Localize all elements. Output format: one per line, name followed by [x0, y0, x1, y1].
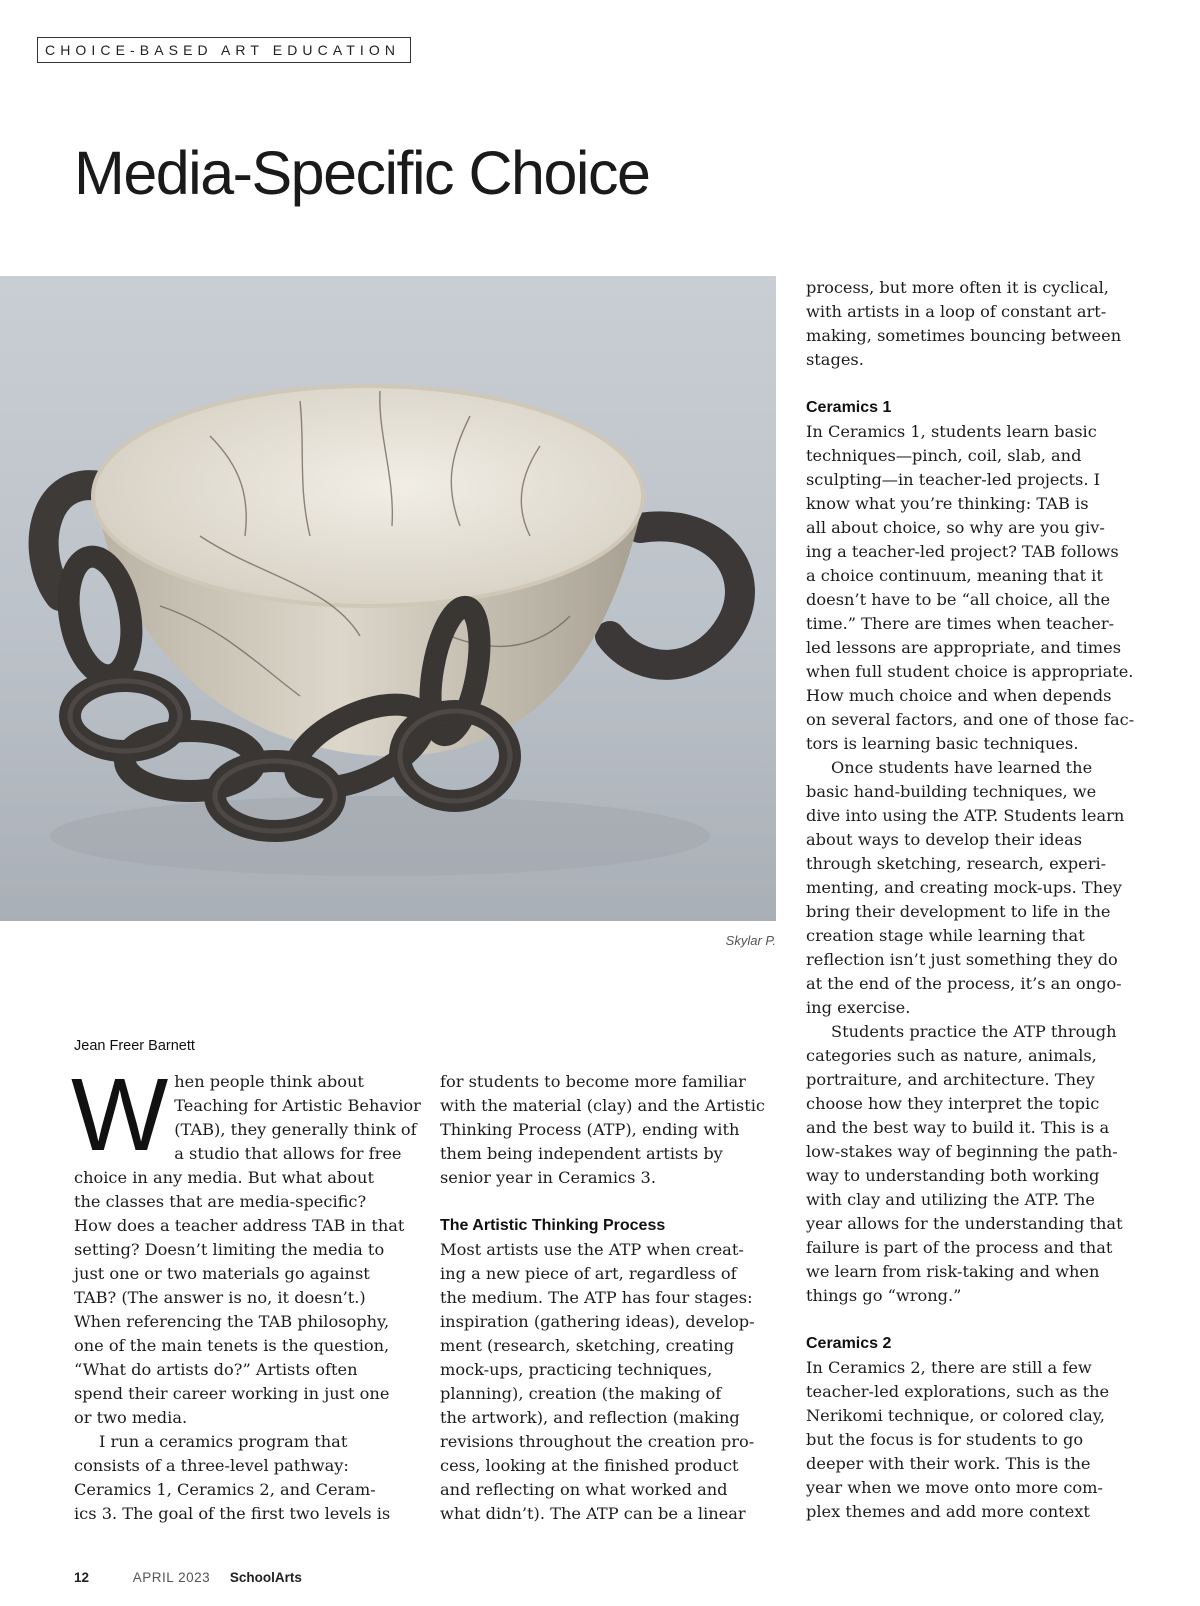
text-line: “What do artists do?” Artists often	[74, 1360, 358, 1379]
text-line: techniques—pinch, coil, slab, and	[806, 446, 1082, 465]
text-line: ing a new piece of art, regardless of	[440, 1264, 737, 1283]
text-line: senior year in Ceramics 3.	[440, 1168, 656, 1187]
text-line: them being independent artists by	[440, 1144, 723, 1163]
text-line: dive into using the ATP. Students learn	[806, 806, 1125, 825]
text-line: with clay and utilizing the ATP. The	[806, 1190, 1095, 1209]
text-line: process, but more often it is cyclical,	[806, 278, 1109, 297]
text-line: all about choice, so why are you giv-	[806, 518, 1105, 537]
text-line: know what you’re thinking: TAB is	[806, 494, 1089, 513]
text-line: In Ceramics 2, there are still a few	[806, 1358, 1092, 1377]
text-line: failure is part of the process and that	[806, 1238, 1113, 1257]
text-line: categories such as nature, animals,	[806, 1046, 1097, 1065]
text-line: tors is learning basic techniques.	[806, 734, 1079, 753]
text-line: one of the main tenets is the question,	[74, 1336, 390, 1355]
text-line: the medium. The ATP has four stages:	[440, 1288, 753, 1307]
text-line: and the best way to build it. This is a	[806, 1118, 1110, 1137]
text-line: or two media.	[74, 1408, 188, 1427]
text-line: I run a ceramics program that	[99, 1432, 348, 1451]
text-line: low-stakes way of beginning the path-	[806, 1142, 1118, 1161]
body-paragraph	[806, 1020, 1146, 1308]
text-line: Teaching for Artistic Behavior	[174, 1096, 421, 1115]
text-line: with artists in a loop of constant art-	[806, 302, 1107, 321]
article-column-2	[440, 1070, 770, 1526]
body-paragraph	[806, 420, 1146, 756]
text-line: creation stage while learning that	[806, 926, 1085, 945]
text-line: plex themes and add more context	[806, 1502, 1090, 1521]
text-line: when full student choice is appropriate.	[806, 662, 1134, 681]
text-line: portraiture, and architecture. They	[806, 1070, 1095, 1089]
text-line: mock-ups, practicing techniques,	[440, 1360, 713, 1379]
text-line: choose how they interpret the topic	[806, 1094, 1100, 1113]
text-line: (TAB), they generally think of	[174, 1120, 417, 1139]
text-line: the artwork), and reflection (making	[440, 1408, 740, 1427]
body-paragraph	[806, 1356, 1146, 1524]
text-line: year allows for the understanding that	[806, 1214, 1123, 1233]
text-line: hen people think about	[174, 1072, 364, 1091]
article-column-3	[806, 276, 1146, 1524]
text-line: what didn’t). The ATP can be a linear	[440, 1504, 746, 1523]
section-heading: Ceramics 2	[806, 1335, 892, 1352]
text-line: When referencing the TAB philosophy,	[74, 1312, 390, 1331]
text-line: spend their career working in just one	[74, 1384, 390, 1403]
body-paragraph	[74, 1430, 414, 1526]
ceramic-bowl-photo	[0, 276, 776, 921]
text-line: for students to become more familiar	[440, 1072, 746, 1091]
body-paragraph	[440, 1070, 770, 1190]
text-line: menting, and creating mock-ups. They	[806, 878, 1122, 897]
text-line: we learn from risk-taking and when	[806, 1262, 1100, 1281]
text-line: ment (research, sketching, creating	[440, 1336, 735, 1355]
text-line: bring their development to life in the	[806, 902, 1111, 921]
text-line: led lessons are appropriate, and times	[806, 638, 1122, 657]
text-line: a studio that allows for free	[174, 1144, 402, 1163]
text-line: Ceramics 1, Ceramics 2, and Ceram-	[74, 1480, 376, 1499]
text-line: ing a teacher-led project? TAB follows	[806, 542, 1119, 561]
text-line: How much choice and when depends	[806, 686, 1112, 705]
text-line: TAB? (The answer is no, it doesn’t.)	[74, 1288, 366, 1307]
text-line: about ways to develop their ideas	[806, 830, 1083, 849]
text-line: reflection isn’t just something they do	[806, 950, 1118, 969]
article-column-1	[71, 1057, 421, 1526]
text-line: year when we move onto more com-	[806, 1478, 1103, 1497]
magazine-name: SchoolArts	[229, 1570, 302, 1585]
section-heading: Ceramics 1	[806, 399, 892, 416]
intro-paragraph	[71, 1057, 421, 1430]
text-line: but the focus is for students to go	[806, 1430, 1084, 1449]
text-line: inspiration (gathering ideas), develop-	[440, 1312, 755, 1331]
article-title: Media-Specific Choice	[74, 139, 650, 207]
body-paragraph	[806, 276, 1146, 372]
photo-credit: Skylar P.	[725, 933, 776, 948]
section-kicker: CHOICE-BASED ART EDUCATION	[37, 37, 411, 63]
text-line: planning), creation (the making of	[440, 1384, 722, 1403]
text-line: Thinking Process (ATP), ending with	[440, 1120, 740, 1139]
text-line: making, sometimes bouncing between	[806, 326, 1122, 345]
text-line: a choice continuum, meaning that it	[806, 566, 1103, 585]
drop-cap: W	[71, 1057, 167, 1172]
text-line: just one or two materials go against	[74, 1264, 370, 1283]
page-number: 12	[74, 1570, 90, 1585]
text-line: Students practice the ATP through	[831, 1022, 1117, 1041]
text-line: at the end of the process, it’s an ongo-	[806, 974, 1122, 993]
text-line: How does a teacher address TAB in that	[74, 1216, 405, 1235]
text-line: Nerikomi technique, or colored clay,	[806, 1406, 1105, 1425]
text-line: things go “wrong.”	[806, 1286, 962, 1305]
text-line: ics 3. The goal of the first two levels is	[74, 1504, 391, 1523]
text-line: way to understanding both working	[806, 1166, 1100, 1185]
text-line: doesn’t have to be “all choice, all the	[806, 590, 1111, 609]
text-line: consists of a three-level pathway:	[74, 1456, 349, 1475]
text-line: time.” There are times when teacher-	[806, 614, 1115, 633]
text-line: with the material (clay) and the Artistic	[440, 1096, 765, 1115]
section-heading: The Artistic Thinking Process	[440, 1217, 666, 1234]
text-line: setting? Doesn’t limiting the media to	[74, 1240, 385, 1259]
body-paragraph	[806, 756, 1146, 1020]
body-paragraph	[440, 1238, 770, 1526]
page-footer	[74, 1570, 302, 1585]
issue-date: APRIL 2023	[132, 1570, 211, 1585]
author-byline: Jean Freer Barnett	[74, 1038, 195, 1054]
text-line: Most artists use the ATP when creat-	[440, 1240, 744, 1259]
text-line: revisions throughout the creation pro-	[440, 1432, 755, 1451]
text-line: choice in any media. But what about	[74, 1168, 374, 1187]
text-line: stages.	[806, 350, 864, 369]
text-line: deeper with their work. This is the	[806, 1454, 1091, 1473]
text-line: on several factors, and one of those fac-	[806, 710, 1135, 729]
text-line: In Ceramics 1, students learn basic	[806, 422, 1097, 441]
text-line: teacher-led explorations, such as the	[806, 1382, 1110, 1401]
text-line: Once students have learned the	[831, 758, 1093, 777]
text-line: the classes that are media-specific?	[74, 1192, 367, 1211]
text-line: and reflecting on what worked and	[440, 1480, 728, 1499]
text-line: ing exercise.	[806, 998, 911, 1017]
text-line: sculpting—in teacher-led projects. I	[806, 470, 1101, 489]
text-line: through sketching, research, experi-	[806, 854, 1107, 873]
text-line: cess, looking at the finished product	[440, 1456, 739, 1475]
text-line: basic hand-building techniques, we	[806, 782, 1097, 801]
